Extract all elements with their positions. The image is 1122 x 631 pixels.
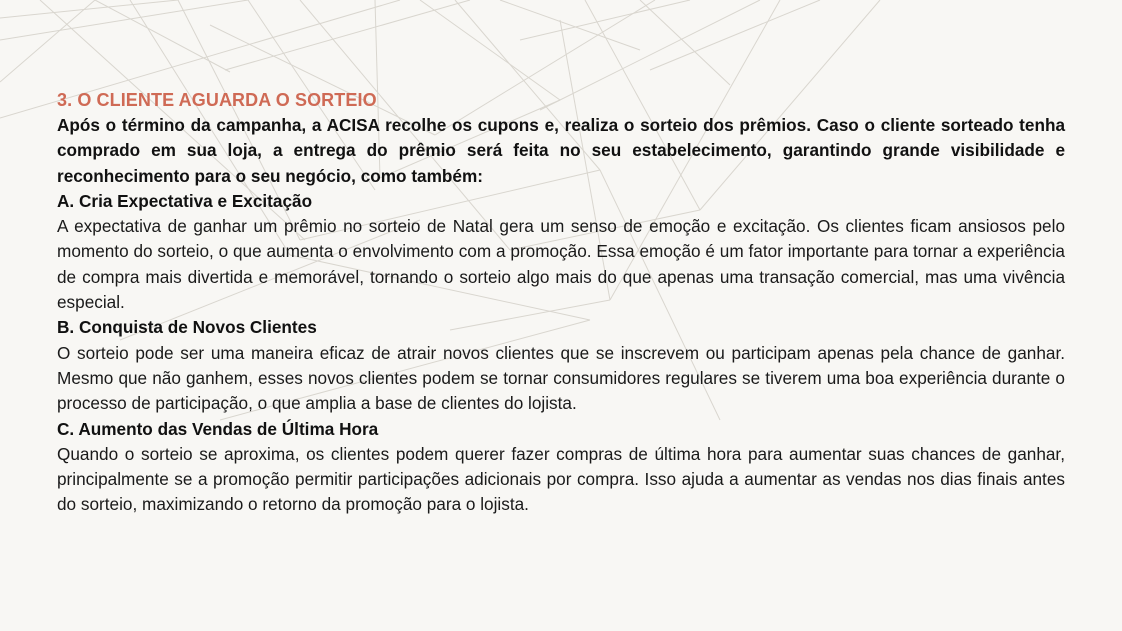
intro-paragraph: Após o término da campanha, a ACISA recolhe os cupons e, realiza o sorteio dos prêmios. Caso o cliente sorteado tenha comprado em sua loja, a entrega do prêmio será feita no seu estabelecimento, garantindo grande visibilidade e reconhecimento para o seu negócio, como também: bbox=[57, 115, 1065, 186]
section-title: 3. O CLIENTE AGUARDA O SORTEIO bbox=[57, 90, 377, 110]
item-c-heading: C. Aumento das Vendas de Última Hora bbox=[57, 418, 379, 439]
item-a-text: A expectativa de ganhar um prêmio no sorteio de Natal gera um senso de emoção e excitação. Os clientes ficam ansiosos pelo momento do sorteio, o que aumenta o envolvimento com a promoção. Essa emoção é um fator importante para tornar a experiência de compra mais divertida e memorável, tornando o sorteio algo mais do que apenas uma transação comercial, mas uma vivência especial. bbox=[57, 216, 1065, 313]
item-b-heading: B. Conquista de Novos Clientes bbox=[57, 317, 317, 338]
content-block bbox=[57, 88, 1065, 518]
item-c-text: Quando o sorteio se aproxima, os clientes podem querer fazer compras de última hora para aumentar suas chances de ganhar, principalmente se a promoção permitir participações adicionais por compra. Isso ajuda a aumentar as vendas nos dias finais antes do sorteio, maximizando o retorno da promoção para o lojista. bbox=[57, 443, 1065, 515]
item-a-heading: A. Cria Expectativa e Excitação bbox=[57, 190, 313, 211]
item-b-text: O sorteio pode ser uma maneira eficaz de atrair novos clientes que se inscrevem ou participam apenas pela chance de ganhar. Mesmo que não ganhem, esses novos clientes podem se tornar consumidores regulares se tiverem uma boa experiência durante o processo de participação, o que amplia a base de clientes do lojista. bbox=[57, 342, 1065, 414]
